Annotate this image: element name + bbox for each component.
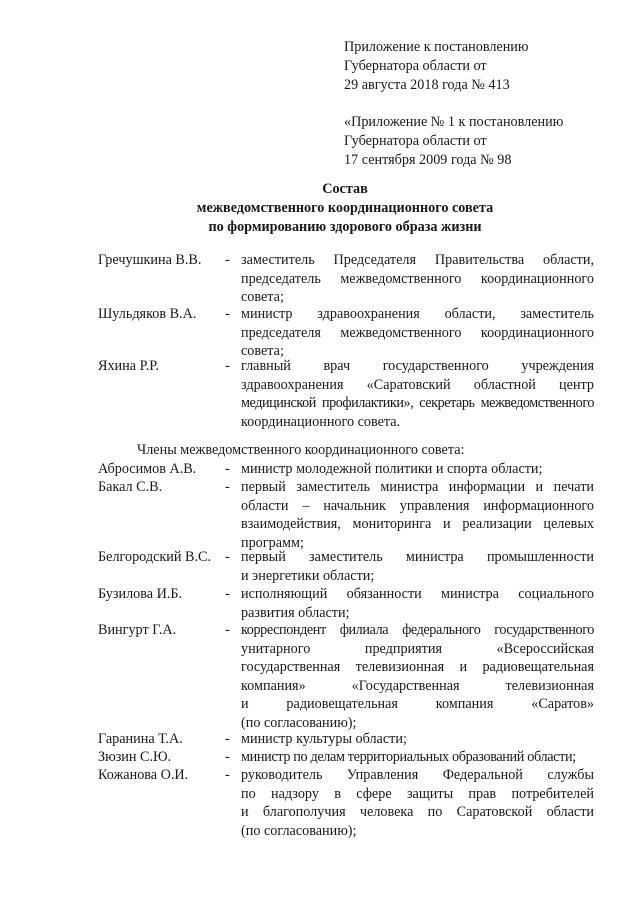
position-line: заместитель Председателя Правительства области, [241, 252, 594, 268]
original-appendix-header [344, 113, 563, 170]
dash: - [225, 358, 230, 374]
position-line: программ; [241, 534, 304, 551]
position-line: руководитель Управления Федеральной службы [241, 767, 594, 783]
person-position [241, 305, 594, 361]
dash: - [225, 767, 230, 783]
position-line: корреспондент филиала федерального государственного [241, 622, 594, 638]
position-line: и радиовещательная компания «Саратов» [241, 696, 594, 712]
position-line: министр культуры области; [241, 731, 407, 747]
position-line: первый заместитель министра промышленности [241, 549, 594, 565]
title-line: по формированию здорового образа жизни [208, 219, 482, 235]
person-name: Шульдяков В.А. [98, 306, 197, 322]
header-line: Приложение к постановлению [344, 39, 529, 55]
position-line: по надзору в сфере защиты прав потребителей [241, 785, 594, 802]
position-line: совета; [241, 343, 284, 359]
position-line: и энергетики области; [241, 567, 375, 584]
dash: - [225, 731, 230, 747]
person-position [241, 748, 594, 767]
position-line: здравоохранения «Саратовский областной центр [241, 376, 594, 393]
dash: - [225, 549, 230, 565]
person-name: Гречушкина В.В. [98, 252, 202, 268]
person-name: Гаранина Т.А. [98, 731, 183, 747]
person-name: Абросимов А.В. [98, 461, 197, 477]
header-line: Губернатора области от [344, 58, 487, 74]
dash: - [225, 252, 230, 268]
dash: - [225, 586, 230, 602]
person-position [241, 251, 594, 307]
position-line: главный врач государственного учреждения [241, 358, 594, 374]
members-heading: Члены межведомственного координационного совета: [137, 442, 465, 458]
position-line: председатель межведомственного координационного [241, 270, 594, 287]
person-name: Кожанова О.И. [98, 767, 189, 783]
dash: - [225, 461, 230, 477]
title-line: Состав [322, 181, 368, 197]
person-position [241, 357, 594, 431]
position-line: взаимодействия, мониторинга и реализации целевых [241, 516, 594, 532]
position-line: министр молодежной политики и спорта области; [241, 461, 543, 477]
position-line: министр здравоохранения области, заместитель [241, 306, 594, 322]
header-line: Губернатора области от [344, 133, 487, 149]
person-name: Белгородский В.С. [98, 549, 212, 565]
dash: - [225, 749, 230, 765]
person-name: Бузилова И.Б. [98, 586, 183, 602]
position-line: министр по делам территориальных образований области; [241, 749, 576, 765]
person-position [241, 766, 594, 840]
document-title [0, 180, 640, 237]
position-line: государственная телевизионная и радиовещательная [241, 659, 594, 675]
position-line: унитарного предприятия «Всероссийская [241, 640, 594, 657]
position-line: компания» «Государственная телевизионная [241, 677, 594, 694]
person-position [241, 621, 594, 732]
person-name: Бакал С.В. [98, 479, 163, 495]
position-line: первый заместитель министра информации и печати [241, 479, 594, 495]
position-line: медицинской профилактики», секретарь межведомственного [241, 395, 594, 411]
position-line: и благополучия человека по Саратовской области [241, 804, 594, 820]
header-line: 17 сентября 2009 года № 98 [344, 152, 512, 168]
title-line: межведомственного координационного совета [196, 200, 494, 216]
dash: - [225, 479, 230, 495]
position-line: развития области; [241, 604, 350, 621]
position-line: совета; [241, 289, 284, 305]
person-position [241, 730, 594, 749]
person-name: Вингурт Г.А. [98, 622, 177, 638]
person-position [241, 478, 594, 552]
header-line: «Приложение № 1 к постановлению [344, 114, 564, 130]
appendix-header [344, 38, 529, 95]
person-name: Зюзин С.Ю. [98, 749, 172, 765]
person-position [241, 585, 594, 622]
person-position [241, 460, 594, 479]
dash: - [225, 622, 230, 638]
person-name: Яхина Р.Р. [98, 358, 159, 374]
person-position [241, 548, 594, 585]
position-line: координационного совета. [241, 413, 401, 430]
header-line: 29 августа 2018 года № 413 [344, 77, 510, 93]
position-line: (по согласованию); [241, 714, 357, 731]
position-line: исполняющий обязанности министра социального [241, 586, 594, 602]
dash: - [225, 306, 230, 322]
position-line: (по согласованию); [241, 822, 357, 839]
position-line: председателя межведомственного координационного [241, 324, 594, 341]
position-line: области – начальник управления информационного [241, 497, 594, 514]
